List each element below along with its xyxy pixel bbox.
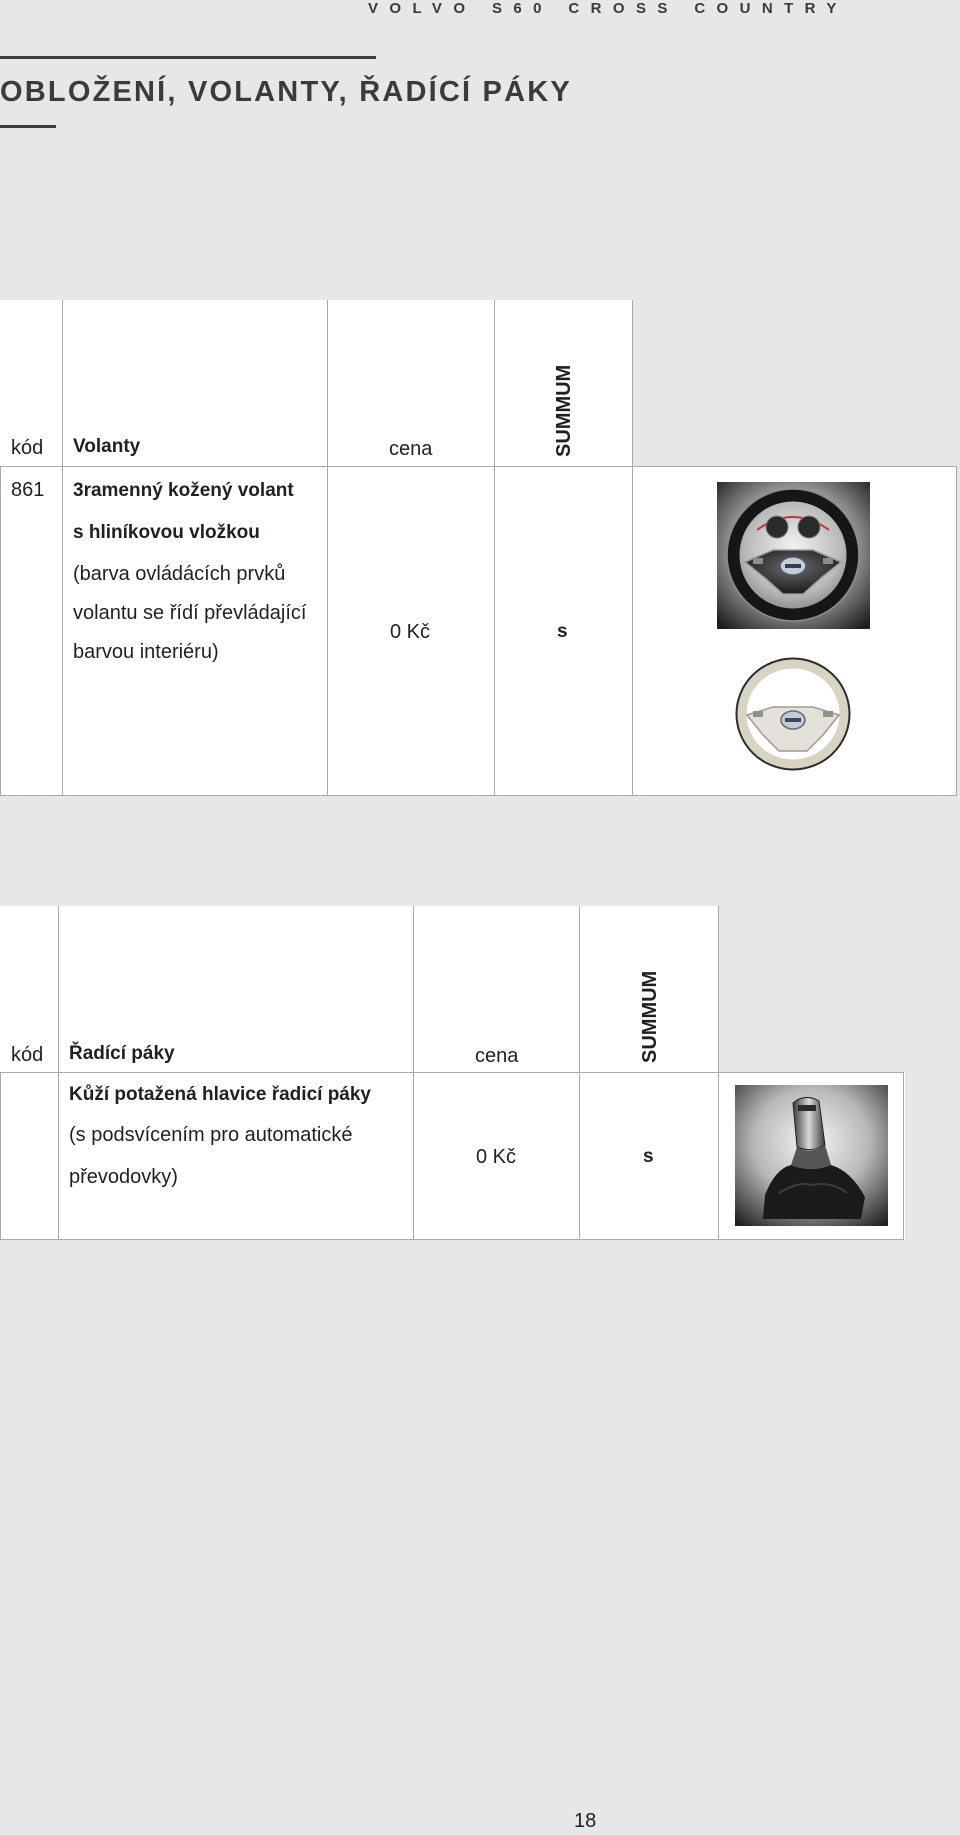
column-code-header: kód <box>11 437 44 459</box>
page-number: 18 <box>574 1810 597 1832</box>
column-price-header: cena <box>389 438 433 460</box>
steering-wheel-light-image <box>729 653 858 775</box>
item-price: 0 Kč <box>390 621 431 643</box>
column-trim-header: SUMMUM <box>639 970 661 1063</box>
item-desc-line1: (s podsvícením pro automatické <box>69 1124 353 1146</box>
item-desc-line2: volantu se řídí převládající <box>73 602 307 624</box>
column-section-title: Volanty <box>73 436 141 457</box>
item-price: 0 Kč <box>476 1146 517 1168</box>
brand-header: VOLVO S60 CROSS COUNTRY <box>368 0 848 17</box>
item-name-line1: Kůží potažená hlavice řadicí páky <box>69 1084 371 1105</box>
item-code: 861 <box>11 479 45 501</box>
item-trim-value: s <box>643 1146 654 1167</box>
header-rule <box>0 56 376 59</box>
column-section-title: Řadící páky <box>69 1043 175 1064</box>
title-underline <box>0 125 56 128</box>
item-desc-line2: převodovky) <box>69 1166 178 1188</box>
item-trim-value: s <box>557 621 568 642</box>
item-desc-line3: barvou interiéru) <box>73 641 219 663</box>
steering-wheel-dark-image <box>717 482 870 629</box>
column-price-header: cena <box>475 1045 519 1067</box>
gear-shifter-image <box>735 1085 888 1226</box>
item-name-line2: s hliníkovou vložkou <box>73 522 260 543</box>
column-trim-header: SUMMUM <box>553 364 575 457</box>
page-title: OBLOŽENÍ, VOLANTY, ŘADÍCÍ PÁKY <box>0 76 572 108</box>
column-code-header: kód <box>11 1044 44 1066</box>
item-name-line1: 3ramenný kožený volant <box>73 480 294 501</box>
item-desc-line1: (barva ovládácích prvků <box>73 563 286 585</box>
